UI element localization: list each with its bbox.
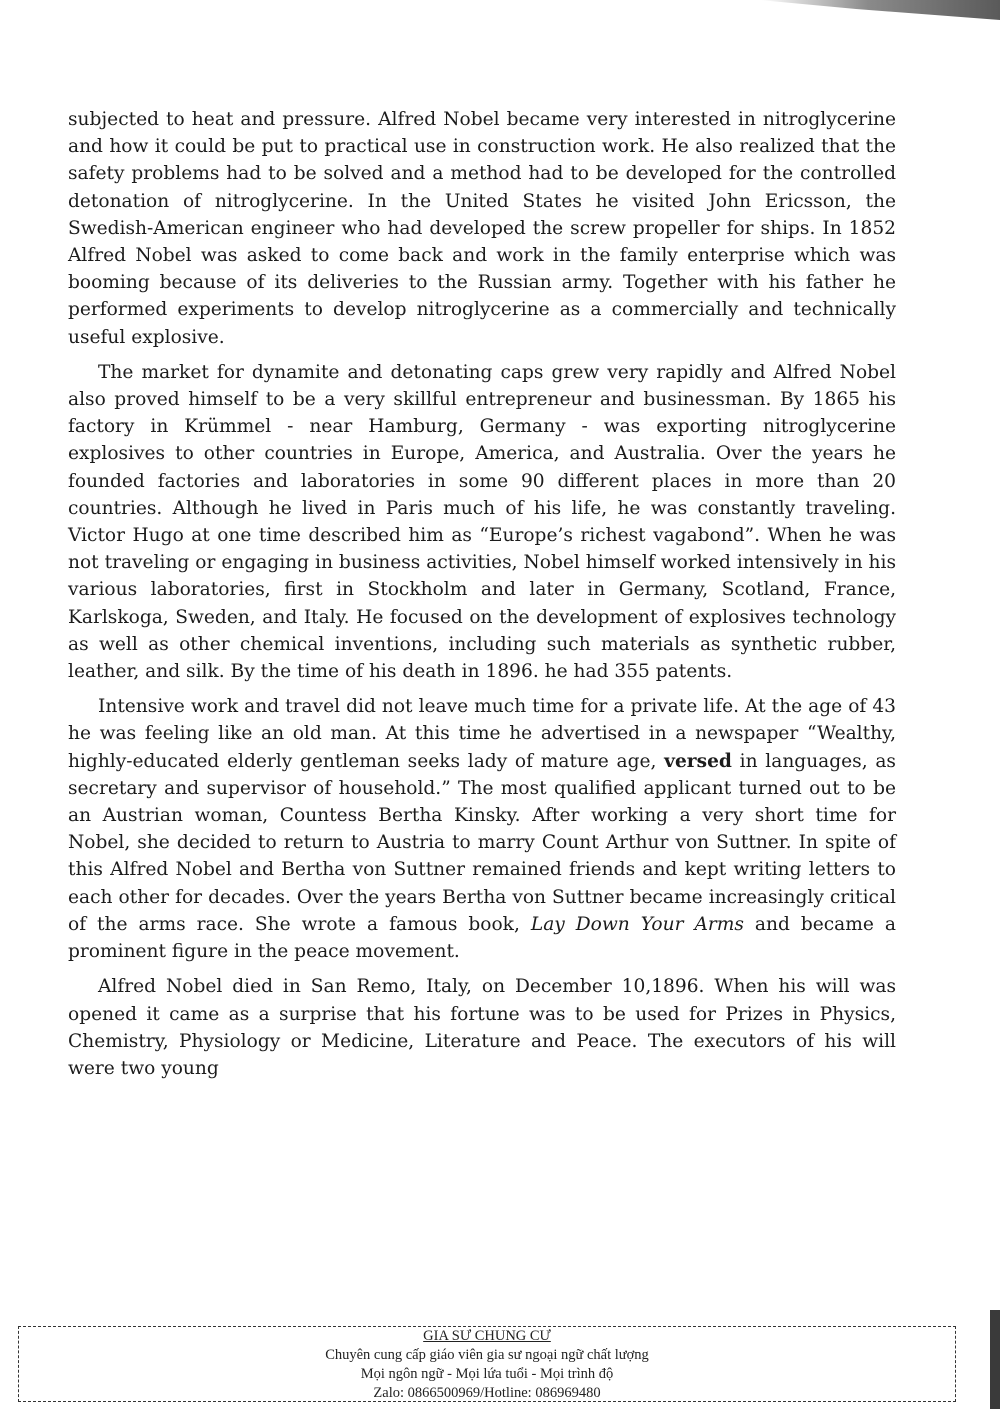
paragraph-4: Alfred Nobel died in San Remo, Italy, on December 10,1896. When his will was opened it came as a surprise that his fortune was to be used for Prizes in Physics, Chemistry, Physiology or Medicine, Literature and Peace. The executors of his will were two young [68, 976, 896, 1079]
ad-contact-line: Zalo: 0866500969/Hotline: 086969480 [373, 1385, 601, 1401]
paragraph-3 [68, 693, 896, 965]
ad-line-2: Mọi ngôn ngữ - Mọi lứa tuổi - Mọi trình độ [360, 1366, 614, 1382]
scan-shadow-edge [990, 1310, 1000, 1409]
article-body [68, 106, 896, 1090]
scan-shadow-corner [760, 0, 1000, 20]
paragraph-2: The market for dynamite and detonating caps grew very rapidly and Alfred Nobel also proved himself to be a very skillful entrepreneur and businessman. By 1865 his factory in Krümmel - near Hamburg, Germany - was exporting nitroglycerine explosives to other countries in Europe, America, and Australia. Over the years he founded factories and laboratories in some 90 different places in more than 20 countries. Although he lived in Paris much of his life, he was constantly traveling. Victor Hugo at one time described him as “Europe’s richest vagabond”. When he was not traveling or engaging in business activities, Nobel himself worked intensively in his various laboratories, first in Stockholm and later in Germany, Scotland, France, Karlskoga, Sweden, and Italy. He focused on the development of explosives technology as well as other chemical inventions, including such materials as synthetic rubber, leather, and silk. By the time of his death in 1896. he had 355 patents. [68, 361, 896, 683]
paragraph-3-part-a: Intensive work and travel did not leave much time for a private life. At the age of 43 he was feeling like an old man. At this time he advertised in a newspaper “Wealthy, highly-educated elderly gentleman seeks lady of mature age, [68, 696, 896, 772]
paragraph-1: subjected to heat and pressure. Alfred Nobel became very interested in nitroglycerine and how it could be put to practical use in construction work. He also realized that the safety problems had to be solved and a method had to be developed for the controlled detonation of nitroglycerine. In the United States he visited John Ericsson, the Swedish-American engineer who had developed the screw propeller for ships. In 1852 Alfred Nobel was asked to come back and work in the family enterprise which was booming because of its deliveries to the Russian army. Together with his father he performed experiments to develop nitroglycerine as a commercially and technically useful explosive. [68, 109, 896, 348]
book-title: Lay Down Your Arms [530, 913, 744, 935]
ad-title: GIA SƯ CHUNG CƯ [423, 1328, 551, 1344]
paragraph-3-part-b: in languages, as secretary and supervisor of household.” The most qualified applicant turned out to be an Austrian woman, Countess Bertha Kinsky. After working a very short time for Nobel, she decided to return to Austria to marry Count Arthur von Suttner. In spite of this Alfred Nobel and Bertha von Suttner remained friends and kept writing letters to each other for decades. Over the years Bertha von Suttner became increasingly critical of the arms race. She wrote a famous book, [68, 750, 896, 935]
ad-line-1: Chuyên cung cấp giáo viên gia sư ngoại ngữ chất lượng [325, 1347, 649, 1363]
advertisement-footer [18, 1326, 956, 1402]
paragraph-3-part-c: and became a prominent figure in the peace movement. [68, 913, 896, 963]
bold-word-versed: versed [664, 750, 732, 772]
